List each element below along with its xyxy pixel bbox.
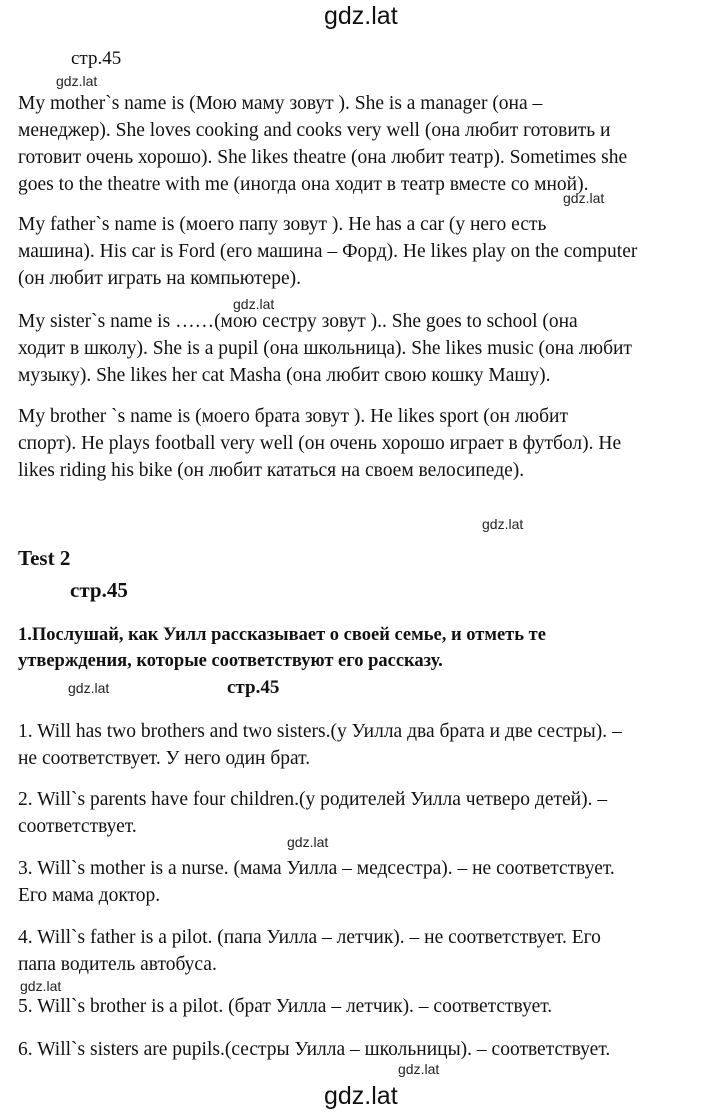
- task-page-reference: стр.45: [227, 677, 280, 698]
- text-line: менеджер). She loves cooking and cooks very well (она любит готовить и: [18, 120, 611, 141]
- task-line: утверждения, которые соответствуют его рассказу.: [18, 651, 443, 671]
- watermark: gdz.lat: [482, 516, 524, 532]
- text-line: (он любит играть на компьютере).: [18, 268, 301, 289]
- watermark: gdz.lat: [68, 680, 110, 696]
- watermark: gdz.lat: [56, 73, 98, 89]
- text-line: My mother`s name is (Мою маму зовут ). She is a manager (она –: [18, 93, 543, 114]
- answer-item: [18, 924, 678, 978]
- paragraph-sister: [18, 308, 678, 389]
- text-line: My brother `s name is (моего брата зовут ). He likes sport (он любит: [18, 406, 569, 427]
- answer-item: [18, 786, 678, 840]
- answer-item: [18, 993, 678, 1020]
- paragraph-brother: [18, 403, 678, 484]
- paragraph-father: [18, 211, 678, 292]
- answer-line: 3. Will`s mother is a nurse. (мама Уилла – медсестра). – не соответствует.: [18, 858, 615, 879]
- text-line: музыку). She likes her cat Masha (она любит свою кошку Машу).: [18, 365, 551, 386]
- task-instruction: [18, 622, 678, 674]
- page-reference: стр.45: [71, 48, 122, 69]
- test-page-reference: стр.45: [70, 578, 128, 602]
- text-line: goes to the theatre with me (иногда она ходит в театр вместе со мной).: [18, 174, 589, 195]
- text-line: ходит в школу). She is a pupil (она школьница). She likes music (она любит: [18, 338, 632, 359]
- watermark: gdz.lat: [563, 190, 605, 206]
- answer-line: соответствует.: [18, 816, 137, 837]
- test-title: Test 2: [18, 546, 71, 570]
- watermark: gdz.lat: [20, 978, 62, 994]
- answer-line: 4. Will`s father is a pilot. (папа Уилла – летчик). – не соответствует. Его: [18, 927, 601, 948]
- answer-line: 2. Will`s parents have four children.(у родителей Уилла четверо детей). –: [18, 789, 608, 810]
- text-line: готовит очень хорошо). She likes theatre (она любит театр). Sometimes she: [18, 147, 628, 168]
- watermark: gdz.lat: [287, 834, 329, 850]
- answer-line: Его мама доктор.: [18, 885, 161, 906]
- text-line: My sister`s name is ……(мою сестру зовут ).. She goes to school (она: [18, 311, 578, 332]
- answer-line: папа водитель автобуса.: [18, 954, 217, 975]
- answer-line: не соответствует. У него один брат.: [18, 748, 311, 769]
- answer-line: 5. Will`s brother is a pilot. (брат Уилла – летчик). – соответствует.: [18, 996, 553, 1017]
- answer-line: 1. Will has two brothers and two sisters.(у Уилла два брата и две сестры). –: [18, 721, 622, 742]
- text-line: спорт). He plays football very well (он очень хорошо играет в футбол). He: [18, 433, 622, 454]
- watermark: gdz.lat: [398, 1061, 440, 1077]
- answer-item: [18, 855, 678, 909]
- watermark-top: gdz.lat: [324, 2, 398, 30]
- paragraph-mother: [18, 90, 678, 198]
- watermark: gdz.lat: [233, 296, 275, 312]
- answer-item: [18, 718, 678, 772]
- answer-line: 6. Will`s sisters are pupils.(сестры Уилла – школьницы). – соответствует.: [18, 1039, 611, 1060]
- text-line: likes riding his bike (он любит кататься на своем велосипеде).: [18, 460, 525, 481]
- task-line: 1.Послушай, как Уилл рассказывает о своей семье, и отметь те: [18, 625, 546, 645]
- text-line: машина). His car is Ford (его машина – Форд). He likes play on the computer: [18, 241, 638, 262]
- text-line: My father`s name is (моего папу зовут ). He has a car (у него есть: [18, 214, 547, 235]
- watermark-bottom: gdz.lat: [324, 1082, 398, 1110]
- answer-item: [18, 1036, 678, 1063]
